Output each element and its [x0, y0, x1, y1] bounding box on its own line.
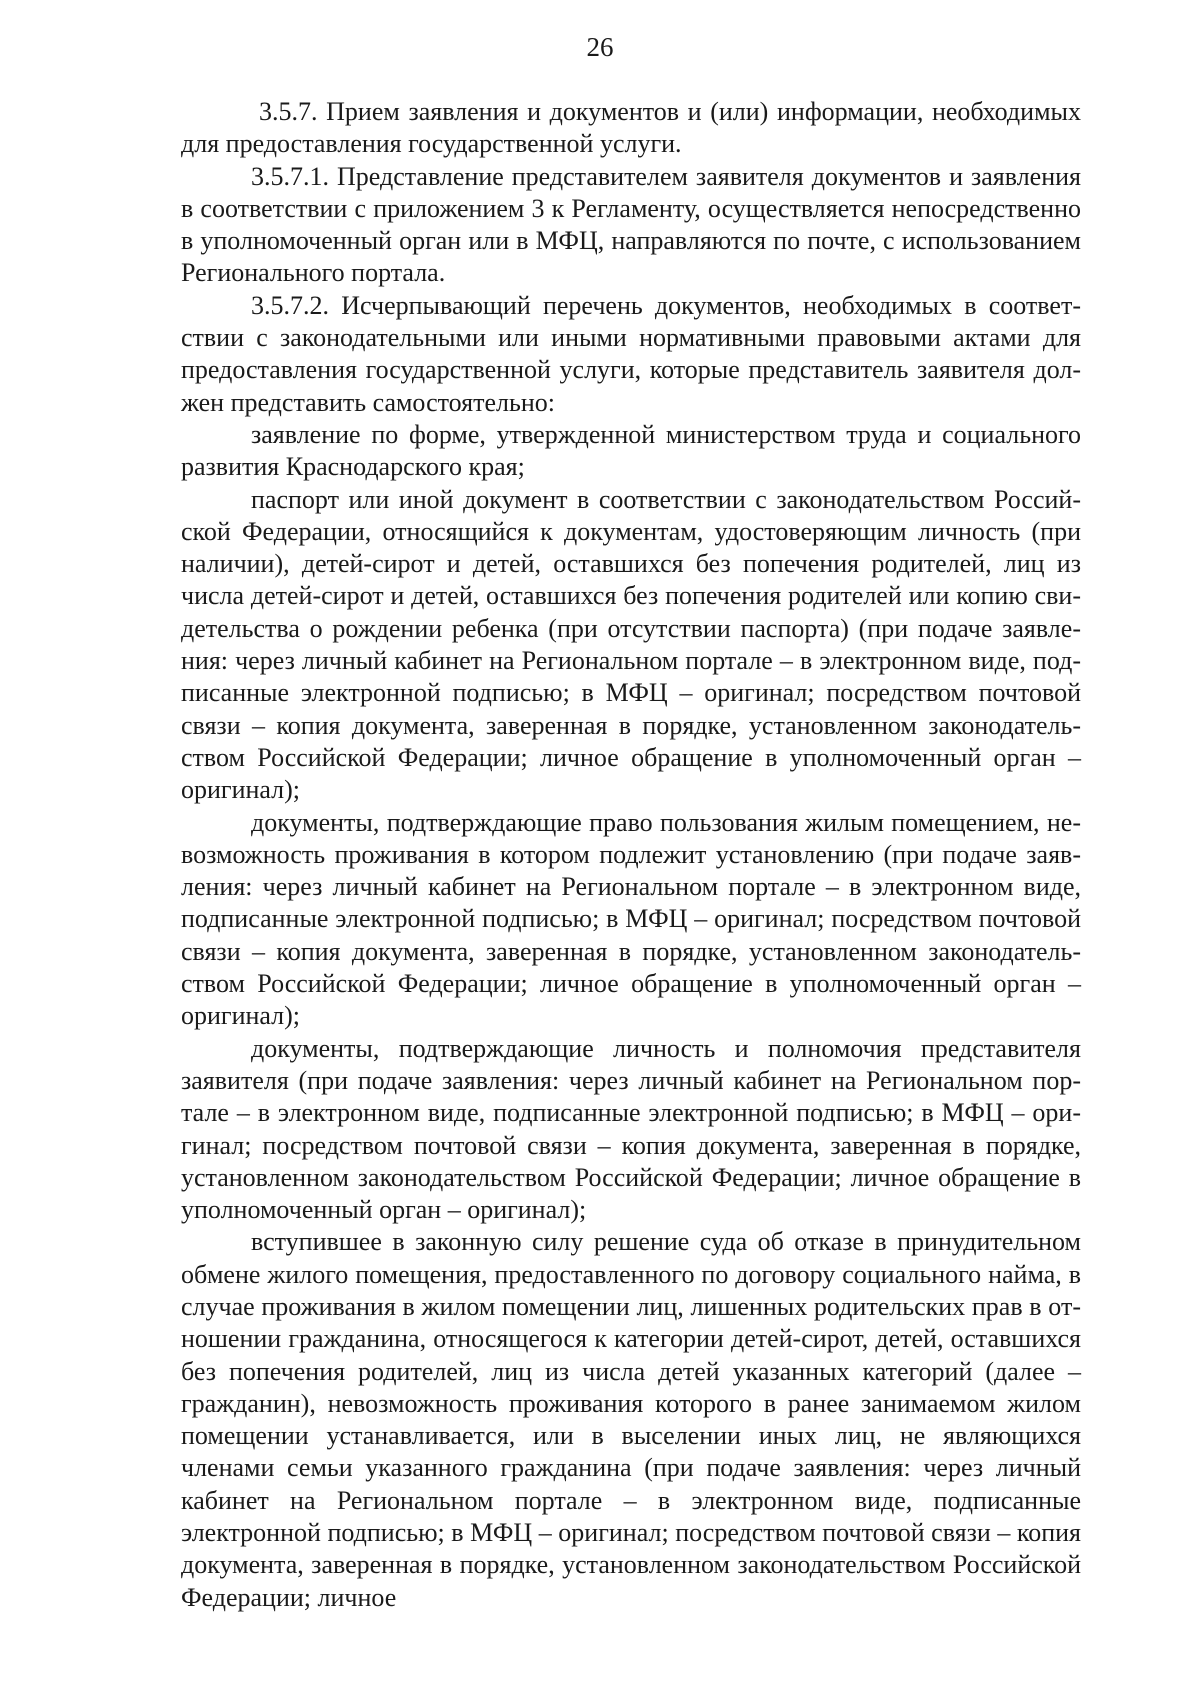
paragraph-3-5-7: 3.5.7. Прием заявления и документов и (или) информации, необходимых для предоставления государственной услуги.: [181, 97, 1081, 159]
paragraph-passport: паспорт или иной документ в соответствии с законодательством Российской Федерации, относящийся к документам, удостоверяющим личность (при наличии), детей-сирот и детей, оставшихся без попечения родителей, лиц из числа детей-сирот и детей, оставшихся без попечения родителей или копию свидетельства о рождении ребенка (при отсутствии паспорта) (при подаче заявления: через личный кабинет на Региональном портале – в электронном виде, подписанные электронной подписью; в МФЦ – оригинал; посредством почтовой связи – копия документа, заверенная в порядке, установленном законодательством Российской Федерации; личное обращение в уполномоченный орган – оригинал);: [181, 484, 1081, 805]
paragraph-application-form: заявление по форме, утвержденной министерством труда и социального развития Краснодарского края;: [181, 419, 1081, 482]
paragraph-housing-right-documents: документы, подтверждающие право пользования жилым помещением, невозможность проживания в котором подлежит установлению (при подаче заявления: через личный кабинет на Региональном портале – в электронном виде, подписанные электронной подписью; в МФЦ – оригинал; посредством почтовой связи – копия документа, заверенная в порядке, установленном законодательством Российской Федерации; личное обращение в уполномоченный орган – оригинал);: [181, 807, 1081, 1031]
paragraph-3-5-7-2: 3.5.7.2. Исчерпывающий перечень документов, необходимых в соответствии с законодательными или иными нормативными правовыми актами для предоставления государственной услуги, которые представитель заявителя должен представить самостоятельно:: [181, 290, 1081, 417]
document-body: [181, 96, 1081, 1614]
paragraph-court-decision: вступившее в законную силу решение суда об отказе в принудительном обмене жилого помещения, предоставленного по договору социального найма, в случае проживания в жилом помещении лиц, лишенных родительских прав в отношении гражданина, относящегося к категории детей-сирот, детей, оставшихся без попечения родителей, лиц из числа детей указанных категорий (далее – гражданин), невозможность проживания которого в ранее занимаемом жилом помещении устанавливается, или в выселении иных лиц, не являющихся членами семьи указанного гражданина (при подаче заявления: через личный кабинет на Региональном портале – в электронном виде, подписанные электронной подписью; в МФЦ – оригинал; посредством почтовой связи – копия документа, заверенная в порядке, установленном законодательством Российской Федерации; личное: [181, 1227, 1081, 1612]
page-number: 26: [586, 32, 614, 62]
paragraph-representative-documents: документы, подтверждающие личность и полномочия представителя заявителя (при подаче заявления: через личный кабинет на Региональном портале – в электронном виде, подписанные электронной подписью; в МФЦ – оригинал; посредством почтовой связи – копия документа, заверенная в порядке, установленном законодательством Российской Федерации; личное обращение в уполномоченный орган – оригинал);: [181, 1033, 1081, 1225]
paragraph-3-5-7-1: 3.5.7.1. Представление представителем заявителя документов и заявления в соответствии с приложением 3 к Регламенту, осуществляется непосредственно в уполномоченный орган или в МФЦ, направляются по почте, с использованием Регионального портала.: [181, 161, 1081, 288]
